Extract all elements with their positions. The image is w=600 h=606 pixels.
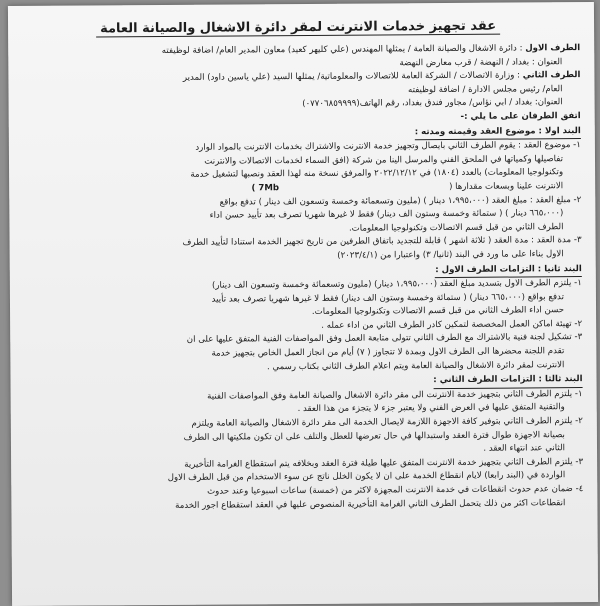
section2-title: البند ثانيا : التزامات الطرف الاول :: [435, 263, 582, 279]
s2-clause1-line1: ١- يلتزم الطرف الاول بتسديد مبلغ العقد (١،٩٩٥،٠٠٠ دينار) (مليون وتسعمائة وخمسة وتسعون الف دينار): [212, 278, 582, 291]
s3-clause3-line2: الواردة في (البند رابعا) لايام انقطاع الخدمة على ان لا يكون الخلل ناتج عن سوء الاستخدام من قبل الطرف الاول: [167, 470, 566, 484]
s3-clause1-line1: ١- يلتزم الطرف الثاني بتجهيز خدمة الانترنت الى مقر دائرة الاشغال والصيانة العامة وفق المواصفات الفنية: [207, 388, 583, 402]
document-content: [8, 2, 598, 514]
s3-clause1-line2: والتقنية المتفق عليها في العرض الفني ولا يعتبر جزء لا يتجزء من هذا العقد .: [297, 402, 565, 415]
first-party-label: الطرف الاول: [525, 43, 581, 54]
s1-clause2-line3: الطرف الثاني من قبل قسم الاتصالات وتكنولوجيا المعلومات.: [348, 221, 564, 234]
s3-clause3-line1: ٣- يلتزم الطرف الثاني بتجهيز خدمة الانترنت المتفق عليها طيلة فترة العقد وبخلافه يتم استقطاع الغرامة التأخيرية: [184, 456, 584, 470]
s1-clause2-line2: (٦٦٥،٠٠٠ دينار ) ( ستمائة وخمسة وستون الف دينار) فقط لا غيرها شهريا تصرف بعد تأييد حسن اداء: [209, 208, 564, 221]
s3-clause4-line1: ٤- ضمان عدم حدوث انقطاعات في خدمة الانترنت المجهزة لاكثر من (خمسة) ساعات اسبوعيا وعند حدوث: [207, 484, 584, 497]
s1-clause1-line1: ١- موضوع العقد : يقوم الطرف الثاني بايصال وتجهيز خدمة الانترنت والاشتراك بخدمات الانترنت بالمواد الوارد: [195, 140, 581, 153]
agreement-line: اتفق الطرفان على ما يلي :-: [460, 111, 581, 122]
second-party-text: : وزارة الاتصالات / الشركة العامة للاتصالات والمعلوماتية/ يمثلها السيد (علي ياسين داود) المدير: [182, 70, 521, 84]
s2-clause3-line1: ٣- تشكيل لجنة فنية بالاشتراك مع الطرف الثاني تتولى متابعة العمل وفق المواصفات الفنية المتفق عليها على ان: [186, 332, 583, 346]
s3-clause4-line2: انقطاعات اكثر من ذلك يتحمل الطرف الثاني الغرامة التأخيرية المنصوص عليها في العقد استقطاع اجور الخدمة: [175, 497, 566, 511]
s1-clause2-line1: ٢- مبلغ العقد : مبلغ العقد (١،٩٩٥،٠٠٠ دينار ) (مليون وتسعمائة وخمسة وتسعون الف دينار ) تدفع بواقع: [219, 194, 582, 208]
document-sheet: [8, 2, 598, 606]
s2-clause1-line3: حسن اداء الطرف الثاني من قبل قسم الاتصالات وتكنولوجيا المعلومات.: [311, 305, 565, 318]
title-text: عقد تجهيز خدمات الانترنت لمقر دائرة الاشغال والصيانة العامة: [96, 19, 500, 38]
s1-clause1-line2: تفاصيلها وكمياتها في الملحق الفني والمرسل الينا من شركة (افق السماء لخدمات الاتصالات والانترنت: [204, 153, 564, 167]
first-party-address: العنوان : بغداد / النهضة / قرب معارض النهضة: [399, 56, 563, 68]
speed-value: 7Mb ): [251, 183, 280, 194]
second-party-label: الطرف الثاني: [522, 70, 581, 81]
s3-clause2-line1: ٢- يلتزم الطرف الثاني بتوفير كافة الاجهزة اللازمة لايصال الخدمة الى مقر دائرة الاشغال والصيانة العامة ويلتزم: [191, 416, 583, 429]
section3-title: البند ثالثا : التزامات الطرف الثاني :: [433, 373, 582, 389]
s1-clause1-text: الانترنت علينا وبسعات مقدارها (: [449, 181, 564, 192]
section1-title: البند اولا : موضوع العقد وقيمته ومدته :: [415, 125, 581, 141]
second-party-address: العنوان: بغداد / ابي نؤاس/ مجاور فندق بغداد، رقم الهاتف(٠٧٧٠٦٨٥٩٩٩٩): [302, 97, 563, 110]
second-party-line2: العام/ رئيس مجلس الادارة / اضافة لوظيفته: [407, 83, 563, 96]
first-party-text: : دائرة الاشغال والصيانة العامة / يمثلها المهندس (علي كليهر كعيد) معاون المدير العام/ اضافة لوظيفته: [161, 43, 523, 56]
s1-clause3-line2: الاول بناءا على ما ورد في البند (ثانيا/ ٣) واعتبارا من (٢٠٢٣/٤/١): [337, 249, 564, 261]
s2-clause1-line2: تدفع بواقع (٦٦٥،٠٠٠ دينار) ( ستمائة وخمسة وستون الف دينار) فقط لا غيرها شهريا تصرف بعد تأييد: [211, 291, 564, 305]
document-title: [16, 16, 580, 40]
s1-clause3-line1: ٣- مدة العقد : مدة العقد ( ثلاثة اشهر ) قابلة للتجديد باتفاق الطرفين من تاريخ تجهيز الخدمة استنادا لتأييد الطرف: [182, 235, 582, 249]
s3-clause2-line2: بصيانة الاجهزة طوال فترة العقد واستبدالها في حال تعرضها للعطل والتلف على ان تكون ملكيتها الى الطرف: [183, 429, 565, 443]
s1-clause1-line3: وتكنولوجيا المعلومات) بالعدد (١٨٠٤) في ٢٠٢٢/١٢/١٢ والمرفق نسخة منه لهذا العقد ونصبها لتشغيل خدمة: [190, 167, 564, 181]
s2-clause2: ٢- تهيئة اماكن العمل المخصصة لتمكين كادر الطرف الثاني من اداء عمله .: [321, 318, 583, 331]
s3-clause2-line3: الثاني عند انتهاء العقد .: [483, 443, 566, 454]
s2-clause3-line3: الانترنت لمقر دائرة الاشغال والصيانة العامة ويتم اعلام الطرف الثاني بكتاب رسمي .: [266, 359, 565, 372]
s2-clause3-line2: تقدم اللجنة محضرها الى الطرف الاول وبمدة لا تتجاوز ( ٧) أيام من انجاز العمل الخاص بتجهيز خدمة: [211, 346, 565, 359]
